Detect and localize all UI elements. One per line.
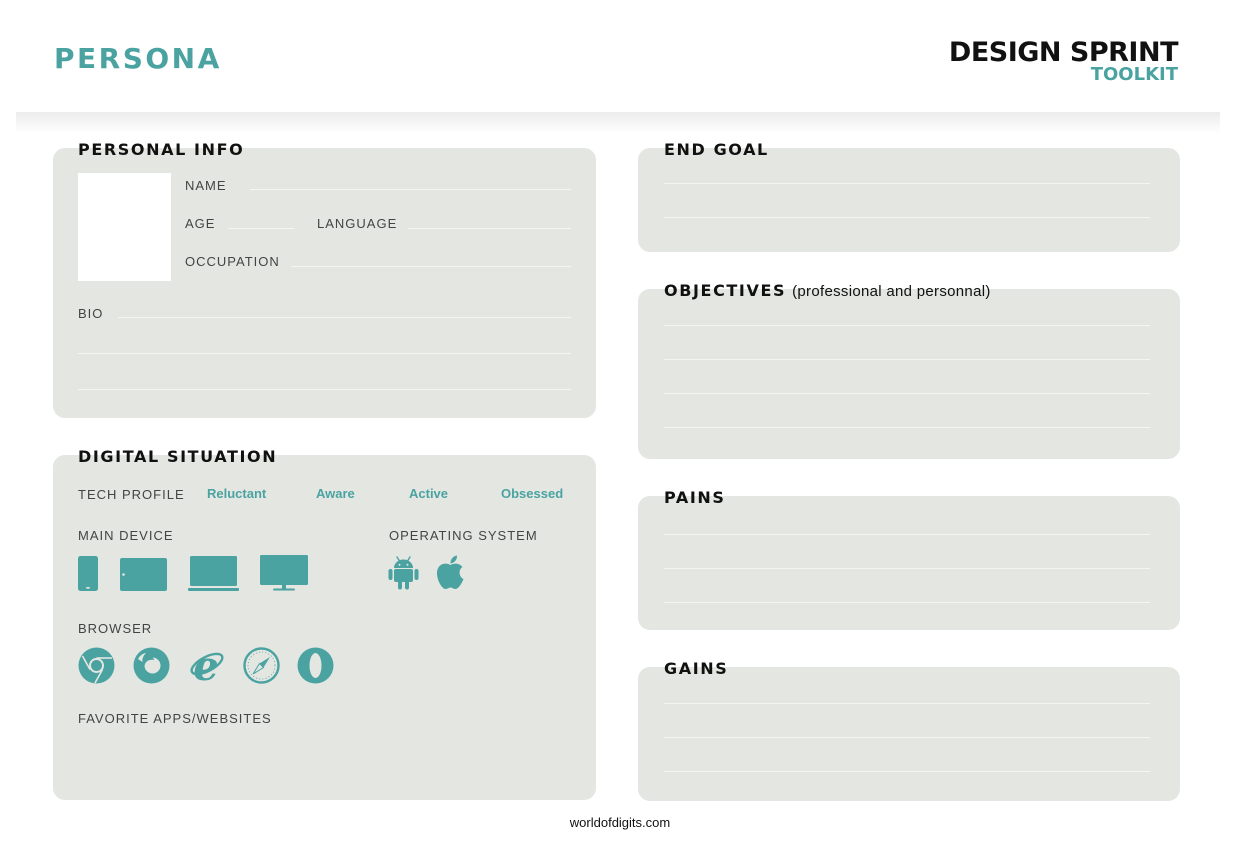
firefox-icon[interactable] bbox=[133, 647, 170, 684]
page-header bbox=[0, 0, 1240, 112]
laptop-icon[interactable] bbox=[188, 556, 239, 592]
brand-name: DESIGN SPRINT bbox=[948, 37, 1178, 68]
tech-profile-label: TECH PROFILE bbox=[78, 487, 185, 502]
name-field[interactable] bbox=[250, 189, 571, 190]
apple-icon[interactable] bbox=[436, 555, 465, 590]
tech-profile-reluctant[interactable]: Reluctant bbox=[207, 486, 267, 501]
opera-icon[interactable] bbox=[297, 647, 334, 684]
pains-line[interactable] bbox=[664, 568, 1150, 569]
bio-line[interactable] bbox=[118, 317, 571, 318]
objectives-title-text: OBJECTIVES bbox=[664, 281, 787, 300]
gains-line[interactable] bbox=[664, 703, 1150, 704]
brand-subname: TOOLKIT bbox=[1090, 64, 1178, 85]
chrome-icon[interactable] bbox=[78, 647, 115, 684]
objectives-line[interactable] bbox=[664, 427, 1150, 428]
occupation-field[interactable] bbox=[291, 266, 571, 267]
svg-text:e: e bbox=[193, 647, 219, 684]
end-goal-line[interactable] bbox=[664, 183, 1150, 184]
gains-card bbox=[638, 667, 1180, 801]
digital-situation-title: DIGITAL SITUATION bbox=[78, 447, 278, 466]
pains-line[interactable] bbox=[664, 534, 1150, 535]
objectives-line[interactable] bbox=[664, 359, 1150, 360]
footer-url[interactable]: worldofdigits.com bbox=[569, 815, 671, 830]
tech-profile-aware[interactable]: Aware bbox=[316, 486, 355, 501]
android-icon[interactable] bbox=[388, 556, 419, 590]
operating-system-label: OPERATING SYSTEM bbox=[389, 528, 538, 543]
personal-info-title: PERSONAL INFO bbox=[78, 140, 245, 159]
brand-logo bbox=[949, 38, 1178, 84]
pains-card bbox=[638, 496, 1180, 630]
objectives-card bbox=[638, 289, 1180, 459]
phone-icon[interactable] bbox=[78, 556, 98, 591]
browser-label: BROWSER bbox=[78, 621, 153, 636]
internet-explorer-icon[interactable] bbox=[188, 647, 226, 684]
tablet-icon[interactable] bbox=[120, 558, 167, 591]
pains-line[interactable] bbox=[664, 602, 1150, 603]
page-title: PERSONA bbox=[54, 42, 222, 75]
bio-line[interactable] bbox=[78, 353, 571, 354]
objectives-subtitle: (professional and personnal) bbox=[792, 283, 991, 300]
tech-profile-active[interactable]: Active bbox=[409, 486, 449, 501]
objectives-title bbox=[664, 281, 991, 300]
desktop-icon[interactable] bbox=[260, 555, 308, 591]
objectives-line[interactable] bbox=[664, 325, 1150, 326]
pains-title: PAINS bbox=[664, 488, 726, 507]
gains-line[interactable] bbox=[664, 771, 1150, 772]
name-label: NAME bbox=[185, 178, 227, 193]
safari-icon[interactable] bbox=[243, 647, 280, 684]
tech-profile-obsessed[interactable]: Obsessed bbox=[501, 486, 564, 501]
gains-line[interactable] bbox=[664, 737, 1150, 738]
favorite-apps-label: FAVORITE APPS/WEBSITES bbox=[78, 711, 272, 726]
header-divider bbox=[16, 112, 1220, 134]
bio-label: BIO bbox=[78, 306, 104, 321]
end-goal-card bbox=[638, 148, 1180, 252]
main-device-label: MAIN DEVICE bbox=[78, 528, 174, 543]
age-field[interactable] bbox=[228, 228, 294, 229]
age-label: AGE bbox=[185, 216, 216, 231]
photo-placeholder[interactable] bbox=[78, 173, 171, 281]
end-goal-title: END GOAL bbox=[664, 140, 769, 159]
gains-title: GAINS bbox=[664, 659, 729, 678]
occupation-label: OCCUPATION bbox=[185, 254, 280, 269]
objectives-line[interactable] bbox=[664, 393, 1150, 394]
language-field[interactable] bbox=[408, 228, 571, 229]
bio-line[interactable] bbox=[78, 389, 571, 390]
language-label: LANGUAGE bbox=[317, 216, 398, 231]
end-goal-line[interactable] bbox=[664, 217, 1150, 218]
